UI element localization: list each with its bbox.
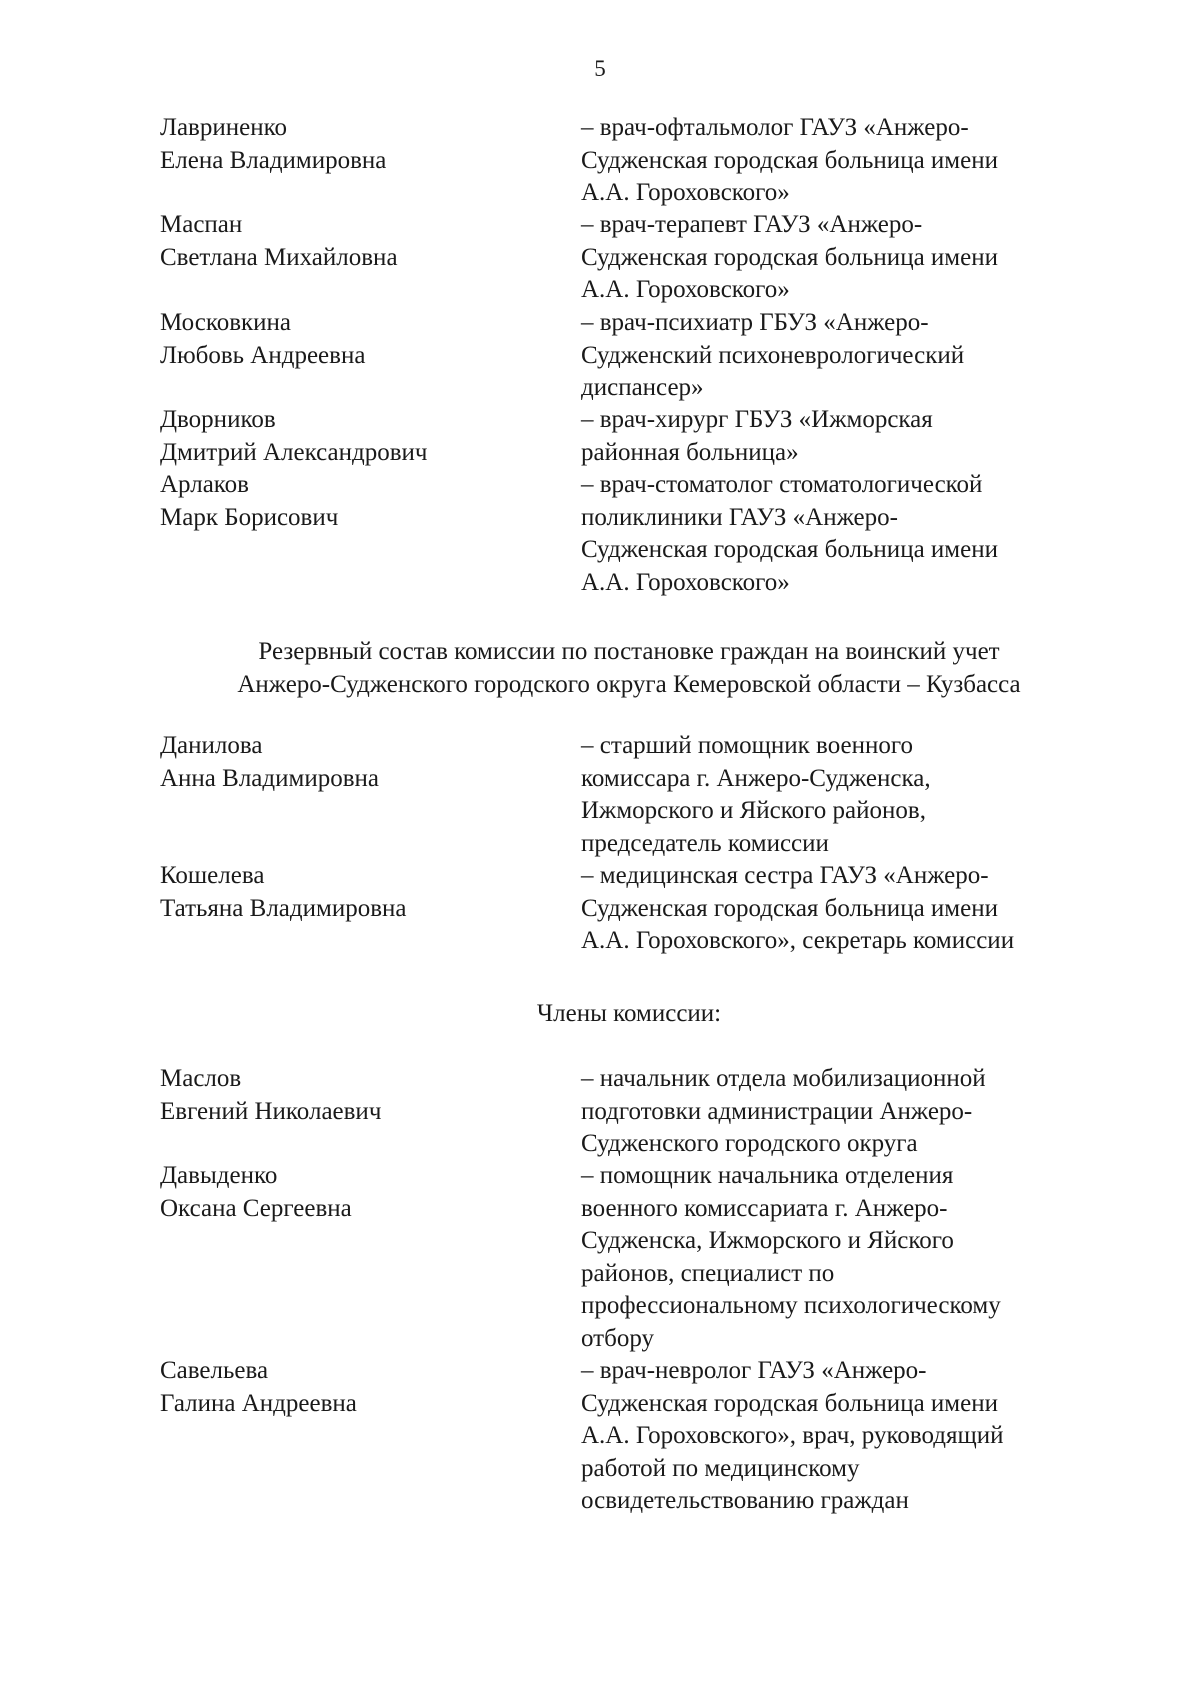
given-names: Дмитрий Александрович [160, 438, 428, 466]
member-name [160, 112, 570, 177]
role-line: диспансер» [581, 374, 704, 401]
member-role [581, 1063, 1101, 1161]
role-line: – врач-офтальмолог ГАУЗ «Анжеро- [581, 114, 969, 141]
surname: Лавриненко [160, 114, 287, 141]
role-line: Судженская городская больница имени [581, 1389, 998, 1417]
surname: Маспан [160, 211, 243, 238]
role-line: Судженская городская больница имени [581, 536, 998, 563]
role-line: – врач-стоматолог стоматологической [581, 471, 983, 498]
given-names: Анна Владимировна [160, 764, 379, 792]
given-names: Оксана Сергеевна [160, 1194, 352, 1222]
role-line: Ижморского и Яйского районов, [581, 797, 926, 824]
member-role [581, 307, 1101, 405]
role-line: А.А. Гороховского» [581, 568, 790, 596]
member-role [581, 860, 1101, 958]
reserve-commission-heading [0, 636, 1200, 701]
heading-line: Анжеро-Судженского городского округа Кемеровской области – Кузбасса [237, 670, 1021, 698]
heading-line: Резервный состав комиссии по постановке граждан на воинский учет [258, 638, 1000, 665]
role-line: работой по медицинскому [581, 1454, 860, 1482]
members-heading: Члены комиссии: [536, 1000, 722, 1027]
given-names: Марк Борисович [160, 503, 339, 531]
given-names: Татьяна Владимировна [160, 894, 407, 922]
given-names: Евгений Николаевич [160, 1097, 382, 1125]
surname: Маслов [160, 1065, 242, 1092]
role-line: Судженского городского округа [581, 1130, 918, 1157]
given-names: Светлана Михайловна [160, 243, 398, 271]
role-line: отбору [581, 1324, 654, 1352]
member-role [581, 469, 1101, 599]
member-role [581, 209, 1101, 307]
role-line: – врач-психиатр ГБУЗ «Анжеро- [581, 309, 929, 336]
role-line: председатель комиссии [581, 829, 829, 857]
member-name [160, 1063, 570, 1128]
role-line: А.А. Гороховского», врач, руководящий [581, 1422, 1004, 1449]
role-line: Судженская городская больница имени [581, 243, 998, 271]
member-name [160, 469, 570, 534]
surname: Савельева [160, 1357, 269, 1384]
surname: Давыденко [160, 1162, 278, 1189]
role-line: – врач-невролог ГАУЗ «Анжеро- [581, 1357, 927, 1384]
member-name [160, 404, 570, 469]
page-number: 5 [594, 56, 606, 81]
role-line: комиссара г. Анжеро-Судженска, [581, 764, 931, 792]
role-line: Судженска, Ижморского и Яйского [581, 1227, 954, 1254]
role-line: А.А. Гороховского» [581, 276, 790, 303]
role-line: поликлиники ГАУЗ «Анжеро- [581, 503, 898, 531]
member-name [160, 1160, 570, 1225]
given-names: Галина Андреевна [160, 1389, 357, 1417]
role-line: освидетельствованию граждан [581, 1487, 909, 1514]
role-line: районов, специалист по [581, 1259, 835, 1287]
member-name [160, 209, 570, 274]
member-role [581, 730, 1101, 860]
given-names: Елена Владимировна [160, 146, 387, 174]
member-name [160, 730, 570, 795]
role-line: – медицинская сестра ГАУЗ «Анжеро- [581, 862, 989, 889]
surname: Арлаков [160, 471, 249, 498]
role-line: Судженская городская больница имени [581, 146, 998, 174]
role-line: – врач-терапевт ГАУЗ «Анжеро- [581, 211, 923, 238]
member-name [160, 307, 570, 372]
role-line: Судженская городская больница имени [581, 894, 998, 922]
surname: Данилова [160, 732, 263, 759]
role-line: – помощник начальника отделения [581, 1162, 954, 1189]
surname: Дворников [160, 406, 276, 433]
role-line: А.А. Гороховского», секретарь комиссии [581, 927, 1015, 954]
role-line: подготовки администрации Анжеро- [581, 1097, 973, 1125]
member-role [581, 112, 1101, 210]
surname: Московкина [160, 309, 292, 336]
member-role [581, 1355, 1101, 1518]
member-name [160, 860, 570, 925]
member-role [581, 1160, 1101, 1355]
role-line: А.А. Гороховского» [581, 179, 790, 206]
role-line: профессиональному психологическому [581, 1292, 1001, 1319]
role-line: – начальник отдела мобилизационной [581, 1065, 986, 1092]
role-line: – старший помощник военного [581, 732, 913, 759]
member-role [581, 404, 1101, 469]
role-line: Судженский психоневрологический [581, 341, 965, 369]
role-line: – врач-хирург ГБУЗ «Ижморская [581, 406, 933, 433]
surname: Кошелева [160, 862, 265, 889]
role-line: военного комиссариата г. Анжеро- [581, 1194, 948, 1222]
member-name [160, 1355, 570, 1420]
role-line: районная больница» [581, 438, 799, 466]
given-names: Любовь Андреевна [160, 341, 366, 369]
